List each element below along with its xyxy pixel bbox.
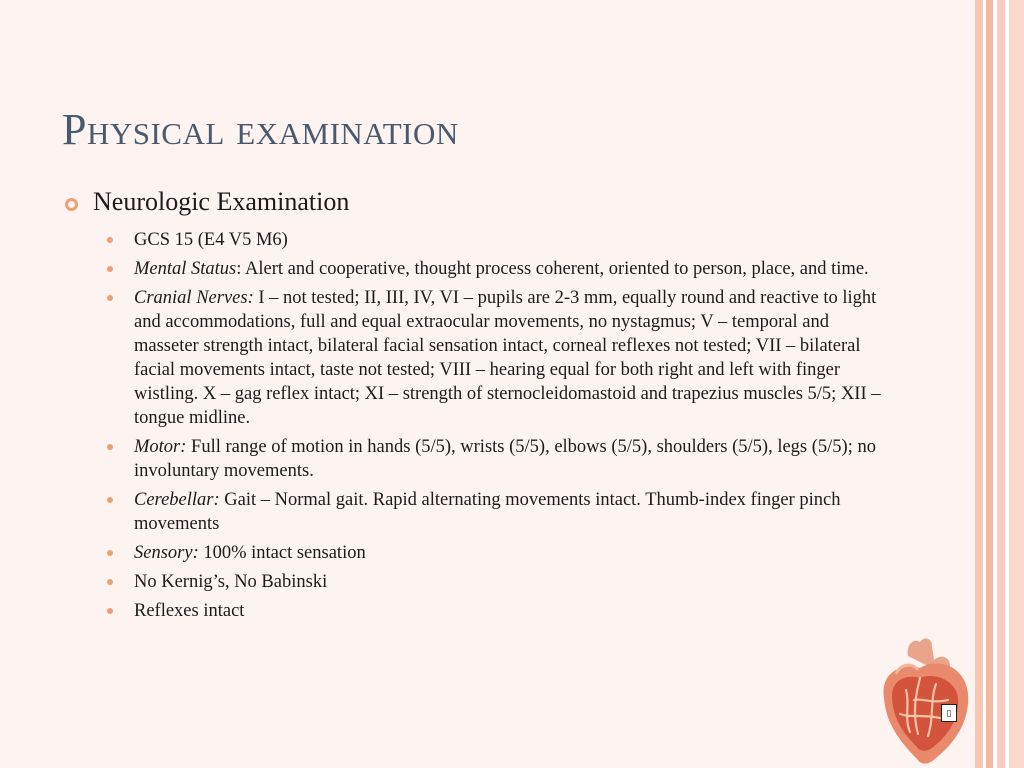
section-heading: Neurologic Examination — [93, 187, 350, 216]
decorative-stripe — [997, 0, 1005, 768]
missing-glyph-icon: ▯ — [941, 704, 957, 722]
decorative-stripe — [986, 0, 993, 768]
anatomical-heart-icon — [870, 634, 980, 768]
bullet-dot-icon — [107, 550, 113, 556]
finding-sensory: Sensory: 100% intact sensation — [93, 541, 894, 565]
main-bullet — [64, 186, 894, 623]
decorative-stripe — [1009, 0, 1024, 768]
bullet-dot-icon — [107, 295, 113, 301]
finding-gcs: GCS 15 (E4 V5 M6) — [93, 228, 894, 252]
bullet-dot-icon — [107, 608, 113, 614]
bullet-dot-icon — [107, 497, 113, 503]
bullet-dot-icon — [107, 579, 113, 585]
bullet-dot-icon — [107, 266, 113, 272]
finding-mental-status: Mental Status: Alert and cooperative, thought process coherent, oriented to person, place, and time. — [93, 257, 894, 281]
content-list — [64, 186, 894, 628]
finding-cerebellar: Cerebellar: Gait – Normal gait. Rapid alternating movements intact. Thumb-index finger pinch movements — [93, 488, 894, 536]
finding-motor: Motor: Full range of motion in hands (5/5), wrists (5/5), elbows (5/5), shoulders (5/5), legs (5/5); no involuntary movements. — [93, 435, 894, 483]
bullet-dot-icon — [107, 444, 113, 450]
bullet-dot-icon — [107, 237, 113, 243]
finding-kernig-babinski: No Kernig’s, No Babinski — [93, 570, 894, 594]
finding-reflexes: Reflexes intact — [93, 599, 894, 623]
finding-cranial-nerves: Cranial Nerves: I – not tested; II, III, IV, VI – pupils are 2-3 mm, equally round and reactive to light and accommodations, full and equal extraocular movements, no nystagmus; V – temporal and masseter strength intact, bilateral facial sensation intact, corneal reflexes not tested; VII – bilateral facial movements intact, taste not tested; VIII – hearing equal for both right and left with finger wistling. X – gag reflex intact; XI – strength of sternocleidomastoid and trapezius muscles 5/5; XII – tongue midline. — [93, 286, 894, 430]
exam-findings-list — [93, 228, 894, 623]
slide-title: Physical examination — [62, 105, 459, 154]
ring-bullet-icon — [65, 198, 78, 211]
